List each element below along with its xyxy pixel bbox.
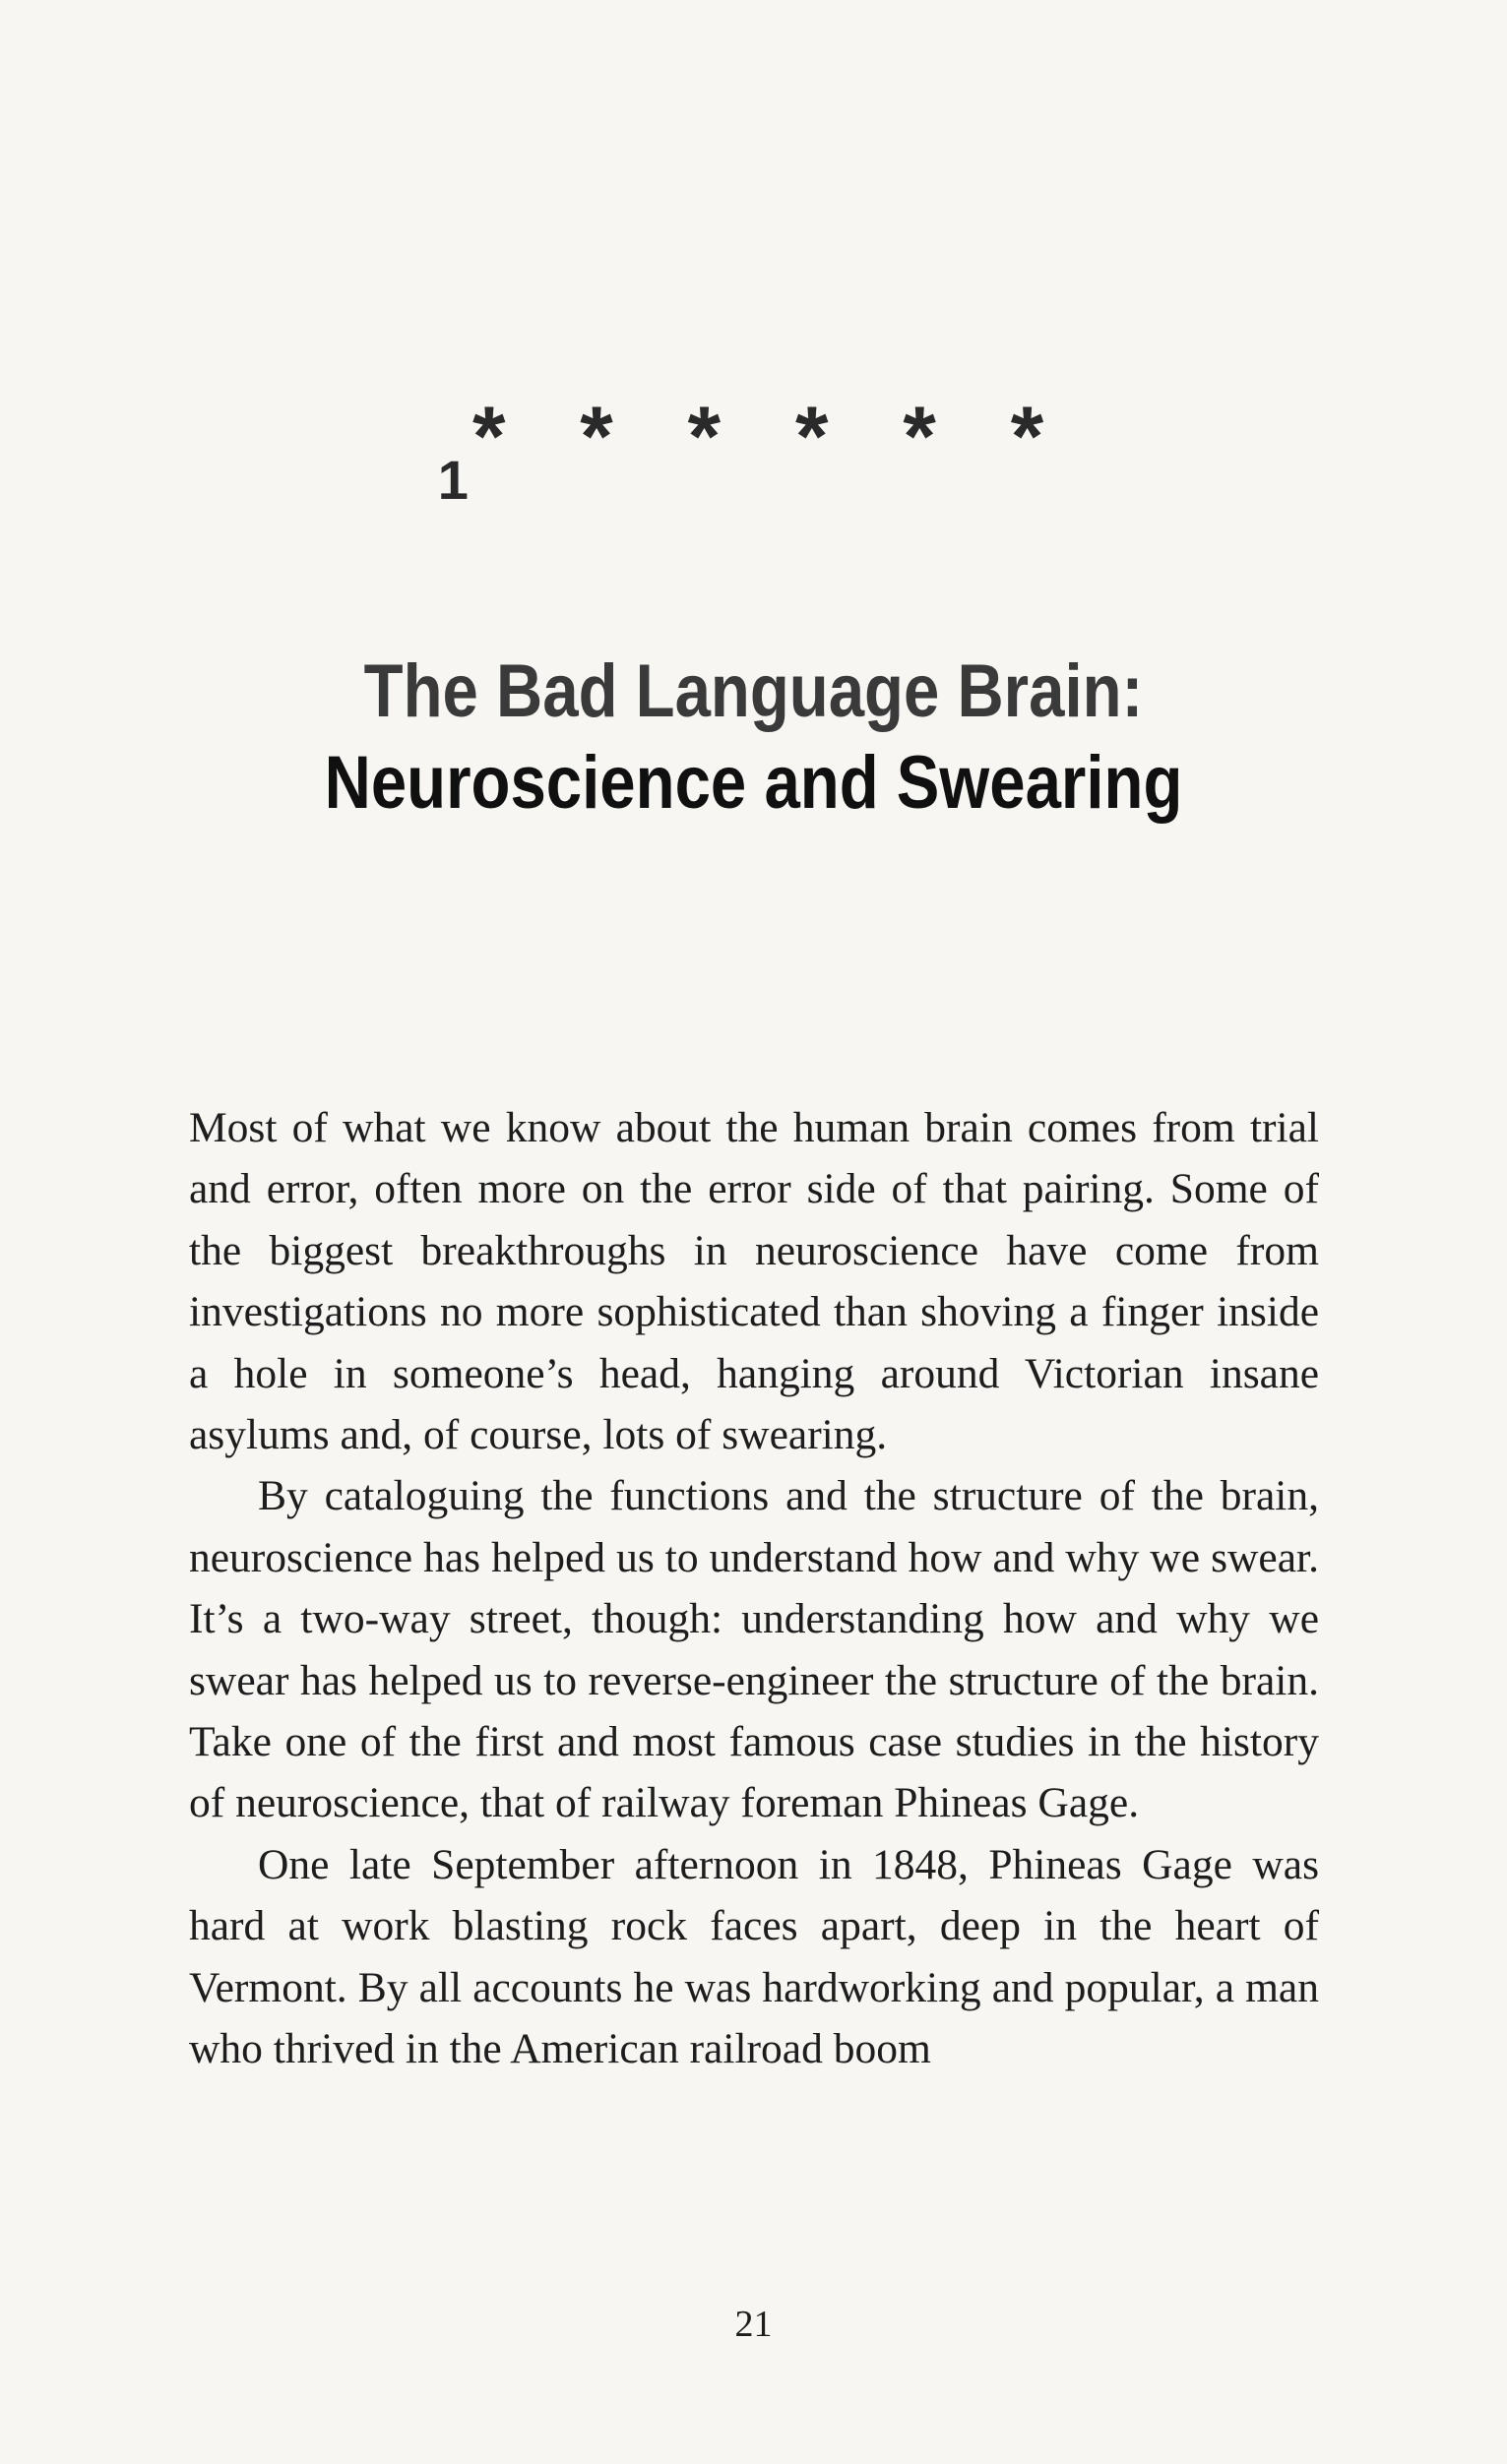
chapter-title-line-2: Neuroscience and Swearing	[324, 741, 1183, 825]
body-text	[189, 1097, 1319, 2080]
paragraph-3: One late September afternoon in 1848, Phineas Gage was hard at work blasting rock faces apart, deep in the heart of Vermont. By all accounts he was hardworking and popular, a man who thrived in the American railroad boom	[189, 1840, 1319, 2073]
paragraph-2: By cataloguing the functions and the structure of the brain, neuroscience has helped us to understand how and why we swear. It’s a two-way street, though: understanding how and why we swear has helped us to reverse-engineer the structure of the brain. Take one of the first and most famous case studies in the history of neuroscience, that of railway foreman Phineas Gage.	[189, 1472, 1319, 1827]
chapter-title-line-1: The Bad Language Brain:	[363, 649, 1144, 733]
page-number: 21	[734, 2304, 773, 2345]
chapter-stars-ornament: * * * * * *	[471, 390, 1070, 484]
chapter-heading	[0, 389, 1507, 511]
paragraph-1: Most of what we know about the human brain comes from trial and error, often more on the error side of that pairing. Some of the biggest breakthroughs in neuroscience have come from investigations no more sophisticated than shoving a finger inside a hole in someone’s head, hanging around Victorian insane asylums and, of course, lots of swearing.	[189, 1104, 1319, 1459]
chapter-number: 1	[437, 449, 469, 511]
